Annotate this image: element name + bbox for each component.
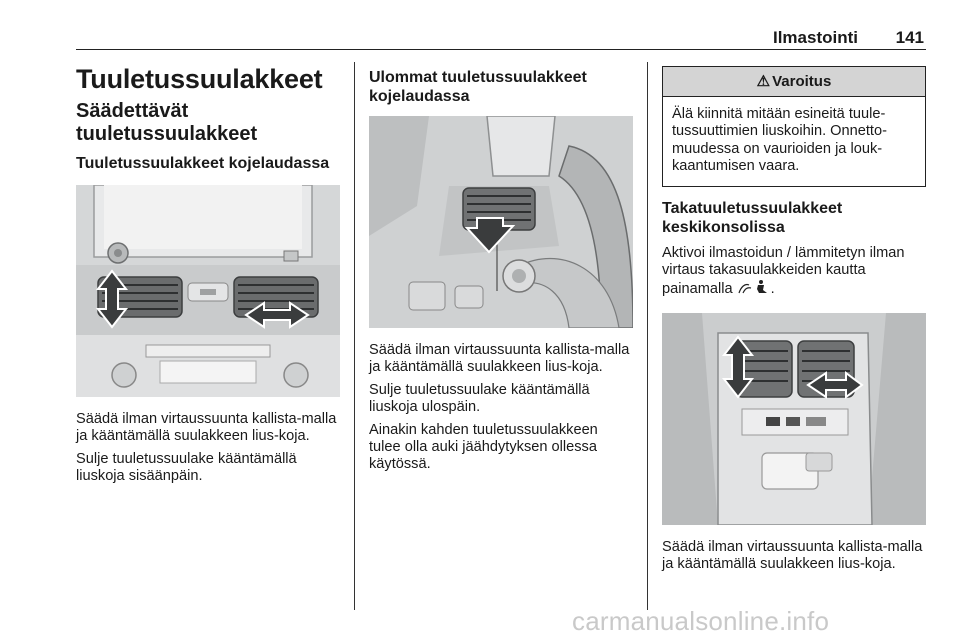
dashboard-vents-figure (76, 185, 340, 397)
rear-vents-heading: Takatuuletussuulakkeet keskikonsolissa (662, 199, 843, 236)
warning-header (663, 67, 925, 97)
rear-console-vents-figure (662, 313, 926, 525)
col3-paragraph-1-text: Aktivoi ilmastoidun / lämmitetyn ilman virtaus takasuulakkeiden kautta painamalla (662, 244, 905, 298)
watermark: carmanualsonline.info (572, 606, 830, 636)
rear-air-symbol-icon (737, 279, 771, 297)
col1-paragraph-2: Sulje tuuletussuulake kääntämällä liuskoja sisäänpäin. (76, 450, 297, 485)
main-heading: Tuuletussuulakkeet (76, 64, 323, 94)
col3-paragraph-2: Säädä ilman virtaussuunta kallista-malla ja kääntämällä suulakkeen lius-koja. (662, 538, 923, 573)
column-3 (662, 62, 926, 574)
col3-paragraph-1 (662, 245, 926, 299)
col2-paragraph-3: Ainakin kahden tuuletussuulakkeen tulee olla auki jäähdytyksen ollessa käytössä. (369, 421, 598, 473)
column-divider-2 (647, 62, 648, 610)
col1-paragraph-1: Säädä ilman virtaussuunta kallista-malla ja kääntämällä suulakkeen lius-koja. (76, 411, 337, 445)
section-heading: Säädettävät tuuletussuulakkeet (76, 100, 258, 145)
col2-paragraph-2: Sulje tuuletussuulake kääntämällä liuskoja ulospäin. (369, 381, 590, 416)
section-title: Ilmastointi (772, 28, 858, 47)
warning-triangle-icon: ⚠ (756, 73, 771, 90)
outer-vents-heading: Ulommat tuuletussuulakkeet kojelaudassa (369, 69, 587, 105)
outer-vent-figure (369, 116, 633, 328)
col2-paragraph-1: Säädä ilman virtaussuunta kallista-malla ja kääntämällä suulakkeen lius-koja. (369, 342, 630, 376)
col3-paragraph-1-end: . (770, 281, 775, 298)
page-number: 141 (895, 28, 924, 47)
warning-title: Varoitus (772, 73, 832, 90)
column-2 (369, 62, 633, 474)
warning-box (662, 66, 926, 187)
subsection-heading: Tuuletussuulakkeet kojelaudassa (76, 155, 330, 172)
running-header (76, 26, 926, 50)
column-1 (76, 62, 340, 486)
column-divider-1 (354, 62, 355, 610)
warning-text: Älä kiinnitä mitään esineitä tuule-tussuuttimien liuskoihin. Onnetto-muudessa on vaurioiden ja louk-kaantumisen vaara. (672, 106, 887, 175)
